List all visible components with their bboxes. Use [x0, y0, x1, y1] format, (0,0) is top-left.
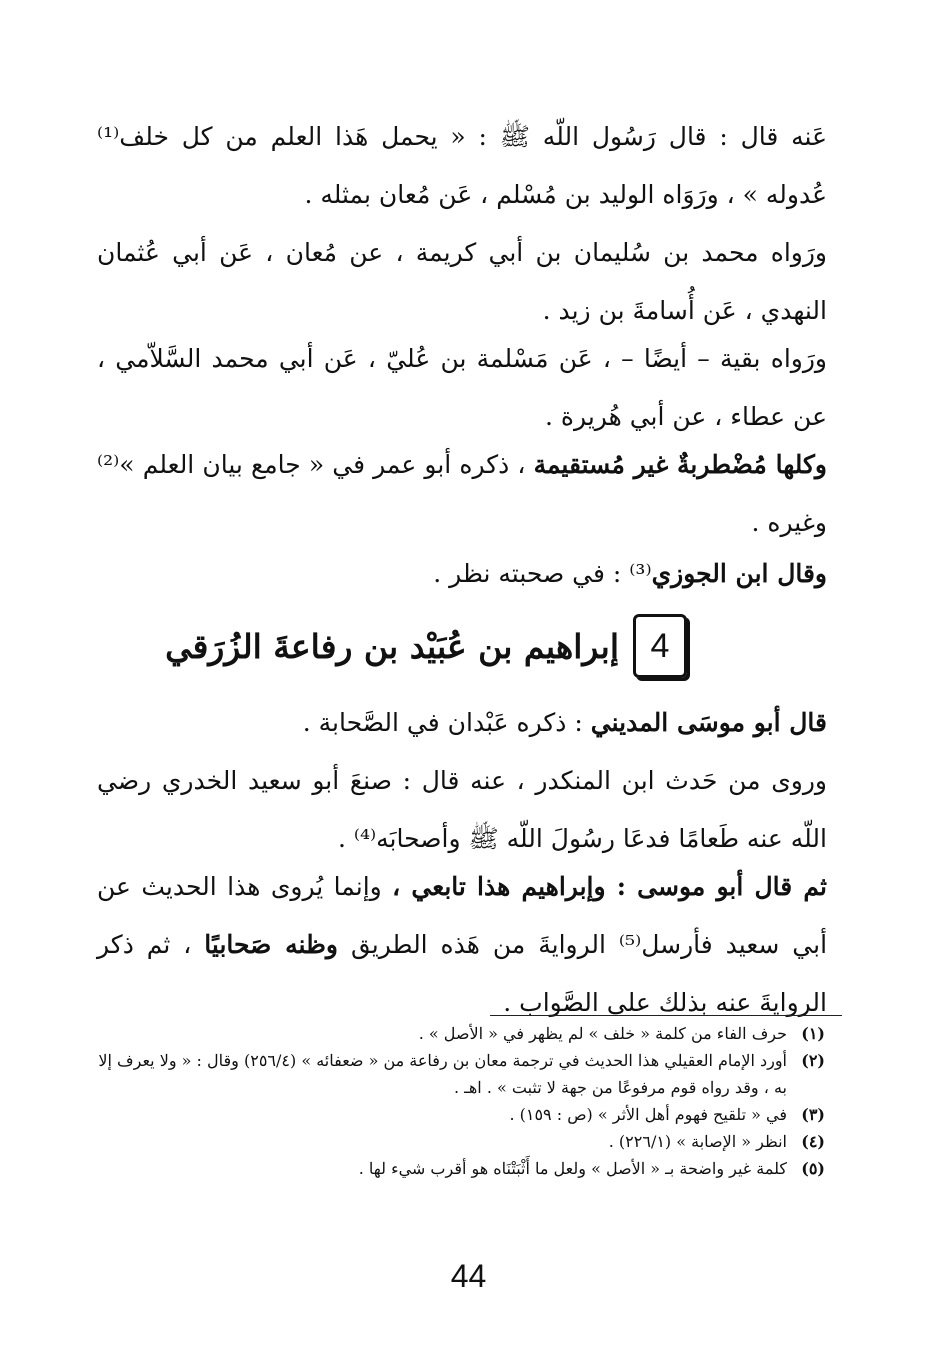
footnote-text: في « تلقيح فهوم أهل الأثر » (ص : ١٥٩) .	[509, 1105, 787, 1124]
footnote-number: (٤)	[801, 1132, 825, 1151]
paragraph-2	[97, 224, 827, 340]
paragraph-1	[97, 108, 827, 224]
page-number: 44	[450, 1258, 487, 1294]
paragraph-4-rest: ، ذكره أبو عمر في « جامع بيان العلم »⁽²⁾ وغيره .	[97, 450, 827, 537]
footnote-text: حرف الفاء من كلمة « خلف » لم يظهر في « الأصل » .	[418, 1024, 787, 1043]
footnotes	[95, 1020, 825, 1182]
paragraph-4-bold: وكلها مُضْطربةٌ غير مُستقيمة	[533, 450, 828, 479]
paragraph-8-bold-1: ثم قال أبو موسى : وإبراهيم هذا تابعي ،	[392, 872, 827, 901]
footnote-text: كلمة غير واضحة بـ « الأصل » ولعل ما أَثْبَتْنَاه هو أقرب شيء لها .	[358, 1159, 787, 1178]
footnote-number: (٣)	[801, 1105, 825, 1124]
footnote-text: انظر « الإصابة » (٢٢٦/١) .	[608, 1132, 787, 1151]
paragraph-2-text: ورَواه محمد بن سُليمان بن أبي كريمة ، عن مُعان ، عَن أبي عُثمان النهدي ، عَن أُسامةَ بن زيد .	[97, 238, 827, 325]
entry-title: إبراهيم بن عُبَيْد بن رفاعةَ الزُرَقي	[165, 626, 619, 666]
paragraph-8	[97, 858, 827, 1032]
paragraph-7	[97, 752, 827, 868]
footnote-number: (٢)	[801, 1051, 825, 1070]
entry-heading	[165, 614, 687, 678]
entry-number: 4	[650, 626, 670, 665]
paragraph-6	[97, 694, 827, 752]
footnote-divider	[490, 1015, 842, 1016]
paragraph-1-text: عَنه قال : قال رَسُول اللّه ﷺ : « يحمل هَذا العلم من كل خلف⁽¹⁾ عُدوله » ، ورَوَاه الوليد بن مُسْلم ، عَن مُعان بمثله .	[97, 122, 827, 209]
paragraph-8-bold-2: وظنه صَحابيًا	[204, 930, 339, 959]
footnote-2	[95, 1047, 825, 1101]
paragraph-6-rest: : ذكره عَبْدان في الصَّحابة .	[302, 708, 583, 737]
paragraph-7-text: وروى من حَدث ابن المنكدر ، عنه قال : صنعَ أبو سعيد الخدري رضي اللّه عنه طَعامًا فدعَا رسُولَ اللّه ﷺ وأصحابَه⁽⁴⁾ .	[97, 766, 827, 853]
footnote-number: (١)	[801, 1024, 825, 1043]
paragraph-3-text: ورَواه بقية – أيضًا – ، عَن مَسْلمة بن عُليّ ، عَن أبي محمد السَّلاّمي ، عن عطاء ، عن أبي هُريرة .	[97, 344, 827, 431]
paragraph-8-mid-2: ، ثم ذكر الروايةَ عنه بذلك على الصَّواب .	[97, 930, 827, 1017]
paragraph-4	[97, 436, 827, 552]
footnote-text: أورد الإمام العقيلي هذا الحديث في ترجمة معان بن رفاعة من « ضعفائه » (٢٥٦/٤) وقال : « ولا يعرف إلا به ، وقد رواه قوم مرفوعًا من جهة لا تثبت » . اهـ .	[98, 1051, 787, 1097]
footnote-1	[95, 1020, 825, 1047]
entry-number-badge	[633, 614, 687, 678]
footnote-5	[95, 1155, 825, 1182]
paragraph-5	[97, 545, 827, 603]
footnote-4	[95, 1128, 825, 1155]
paragraph-3	[97, 330, 827, 446]
paragraph-8-mid-1: وإنما يُروى هذا الحديث عن أبي سعيد فأرسل⁽⁵⁾ الروايةَ من هَذه الطريق	[97, 872, 828, 959]
paragraph-5-rest: ⁽³⁾ : في صحبته نظر .	[433, 559, 652, 588]
paragraph-5-bold: وقال ابن الجوزي	[651, 559, 827, 588]
footnote-number: (٥)	[801, 1159, 825, 1178]
paragraph-6-bold: قال أبو موسَى المديني	[590, 708, 827, 737]
footnote-3	[95, 1101, 825, 1128]
